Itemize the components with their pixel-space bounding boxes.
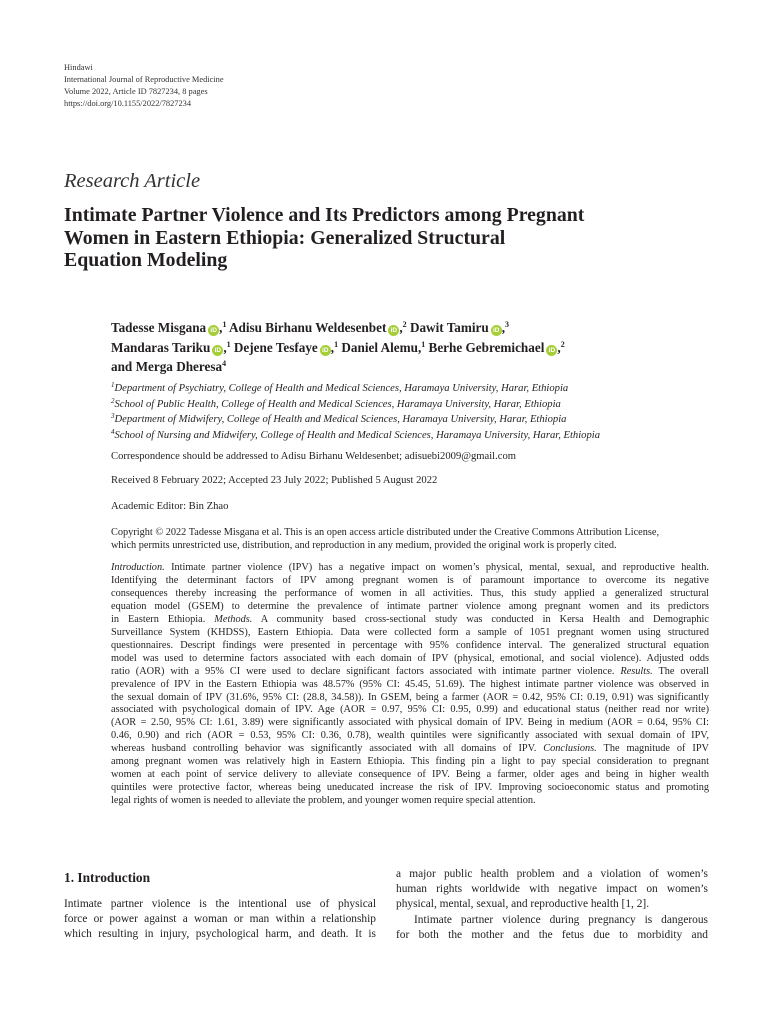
author-name[interactable]: Daniel Alemu — [341, 339, 418, 355]
article-type: Research Article — [64, 170, 201, 192]
affiliation: $^3$Department of Midwifery, College of Health and Medical Sciences, Haramaya University, Harar, Ethiopia — [111, 412, 567, 426]
abstract-line: women at each point of service delivery to alleviate consequence of IPV. Being a farmer, older ages and being in higher wealth — [111, 769, 709, 781]
orcid-icon[interactable]: iD — [388, 325, 399, 336]
abstract-line: Surveillance System (KHDSS), Eastern Ethiopia. Data were collected form a sample of 1051 pregnant women using structured — [111, 626, 709, 638]
orcid-icon[interactable]: iD — [212, 345, 223, 356]
journal-name: International Journal of Reproductive Medicine — [64, 75, 224, 84]
author-name[interactable]: Mandaras Tariku — [111, 339, 211, 355]
abstract-line: whereas husband controlling behavior was significantly associated with all domains of IPV. Conclusions. The magnitude of IPV — [111, 743, 709, 755]
author-line: Tadesse Misgana iD ,$^1$ Adisu Birhanu Weldesenbet iD ,$^2$ Dawit Tamiru iD ,$^3$ — [111, 320, 510, 335]
abstract-line: questionnaires. Descript findings were presented in percentage with 95% confidence interval. The generalized structural equation — [111, 639, 709, 651]
author-name[interactable]: Merga Dheresa — [135, 359, 223, 374]
abstract-line: 0.46, 0.90) and rich (AOR = 0.53, 95% CI: 0.36, 0.78), wealth quintiles were significantly associated with sexual domain of IPV, — [111, 730, 709, 742]
author-name[interactable]: Dejene Tesfaye — [233, 339, 318, 355]
author-name[interactable]: Dawit Tamiru — [409, 320, 489, 335]
section-label: Conclusions. — [543, 743, 597, 755]
body-line: Intimate partner violence is the intentional use of physical — [64, 898, 376, 910]
affiliation: $^2$School of Public Health, College of Health and Medical Sciences, Haramaya University, Harar, Ethiopia — [111, 396, 561, 410]
abstract-line: in Eastern Ethiopia. Methods. A community based cross-sectional study was conducted in Kersa Health and Demographic — [111, 613, 709, 625]
abstract-line: Introduction. Intimate partner violence (IPV) has a negative impact on women’s physical, mental, sexual, and reproductive health. — [111, 562, 709, 573]
author-list — [111, 318, 711, 377]
title-line: Intimate Partner Violence and Its Predictors among Pregnant — [64, 204, 585, 226]
body-line: for both the mother and the fetus due to morbidity and — [396, 928, 708, 941]
affiliation: $^1$Department of Psychiatry, College of Health and Medical Sciences, Haramaya University, Harar, Ethiopia — [111, 381, 569, 394]
abstract-line: (AOR = 2.50, 95% CI: 1.61, 3.89) were significantly associated with physical domain of IPV. Being in medium (AOR = 0.64, 95% CI: — [111, 717, 709, 729]
author-name[interactable]: Tadesse Misgana — [111, 320, 207, 335]
body-line: force or power against a woman or man within a relationship — [64, 913, 376, 926]
author-line: and Merga Dheresa$^4$ — [111, 359, 227, 374]
body-line: human rights worldwide with negative impact on women’s — [396, 883, 708, 896]
academic-editor: Academic Editor: Bin Zhao — [111, 501, 229, 512]
correspondence: Correspondence should be addressed to Adisu Birhanu Weldesenbet; adisuebi2009@gmail.com — [111, 451, 517, 462]
title-line: Women in Eastern Ethiopia: Generalized Structural — [64, 226, 506, 249]
section-heading: 1. Introduction — [64, 870, 151, 885]
orcid-icon[interactable]: iD — [546, 345, 557, 356]
affiliations — [111, 381, 600, 443]
doi-link[interactable]: https://doi.org/10.1155/2022/7827234 — [64, 99, 192, 108]
abstract-line: Identifying the determinant factors of IPV among pregnant women is of paramount importance to overcome its negative — [111, 574, 709, 586]
abstract-line: among pregnant women was relatively high in Eastern Ethiopia. This finding pin a light to pay special consideration to pregnant — [111, 756, 709, 768]
author-name[interactable]: Berhe Gebremichael — [428, 339, 545, 355]
body-line: Intimate partner violence during pregnancy is dangerous — [414, 913, 708, 926]
author-name[interactable]: Adisu Birhanu Weldesenbet — [229, 320, 387, 335]
orcid-icon[interactable]: iD — [491, 325, 502, 336]
body-column-left — [64, 897, 376, 943]
abstract-line: consequences thereby increasing the performance of women in all activities. Thus, this study applied a generalized structural — [111, 587, 709, 599]
abstract-line: the sexual domain of IPV (31.6%, 95% CI: (28.8, 34.58)). In GSEM, being a farmer (AOR = 0.42, 95% CI: 0.19, 0.91) was significantly — [111, 691, 709, 703]
publisher-name: Hindawi — [64, 63, 93, 72]
body-line: physical, mental, sexual, and reproductive health [1, 2]. — [396, 898, 650, 911]
abstract-line: equation model (GSEM) to determine the prevalence of intimate partner violence among pregnant women and its predictors — [111, 600, 709, 612]
affiliation: $^4$School of Nursing and Midwifery, College of Health and Medical Sciences, Haramaya University, Harar, Ethiopia — [111, 427, 600, 441]
orcid-icon[interactable]: iD — [320, 345, 331, 356]
abstract-line: model was used to determine factors associated with each domain of IPV (physical, emotional, and social violence). Adjusted odds — [111, 652, 709, 664]
abstract — [111, 562, 709, 808]
body-line: which resulting in injury, psychological harm, and death. It is — [64, 928, 376, 941]
abstract-line: associated with psychological domain of IPV. Age (AOR = 0.97, 95% CI: 0.95, 0.99) and educational status (neither read nor write) — [111, 704, 709, 716]
abstract-line: ratio (AOR) with a 95% CI were used to declare significant factors associated with intimate partner violence. Results. The overall — [111, 665, 709, 677]
orcid-icon[interactable]: iD — [208, 325, 219, 336]
section-label: Introduction. — [111, 562, 165, 573]
article-title — [64, 204, 704, 272]
section-label: Methods. — [214, 613, 253, 625]
abstract-line: legal rights of women is needed to alleviate the problem, and younger women require special attention. — [111, 795, 536, 807]
volume-info: Volume 2022, Article ID 7827234, 8 pages — [64, 87, 208, 96]
section-label: Results. — [620, 665, 653, 677]
author-line: Mandaras Tariku iD ,$^1$ Dejene Tesfaye iD ,$^1$ Daniel Alemu,$^1$ Berhe Gebremichael iD ,$^2$ — [111, 339, 565, 355]
publication-dates: Received 8 February 2022; Accepted 23 July 2022; Published 5 August 2022 — [111, 475, 438, 486]
body-line: a major public health problem and a violation of women’s — [396, 868, 708, 880]
copyright-notice: Copyright © 2022 Tadesse Misgana et al. This is an open access article distributed under the Creative Commons Attribution License, which permits unrestricted use, distribution, and reproduction in any medium, provided the original work is properly cited. — [111, 527, 660, 552]
abstract-line: quintiles were protective factor, whereas being uneducated increase the risk of IPV. Improving socioeconomic status and promoting — [111, 782, 709, 794]
journal-header — [64, 62, 224, 110]
body-column-right — [396, 867, 708, 943]
title-line: Equation Modeling — [64, 249, 228, 271]
abstract-line: prevalence of IPV in the Eastern Ethiopia was 48.57% (95% CI: 45.45, 51.69). The highest intimate partner violence was observed in — [111, 678, 709, 690]
